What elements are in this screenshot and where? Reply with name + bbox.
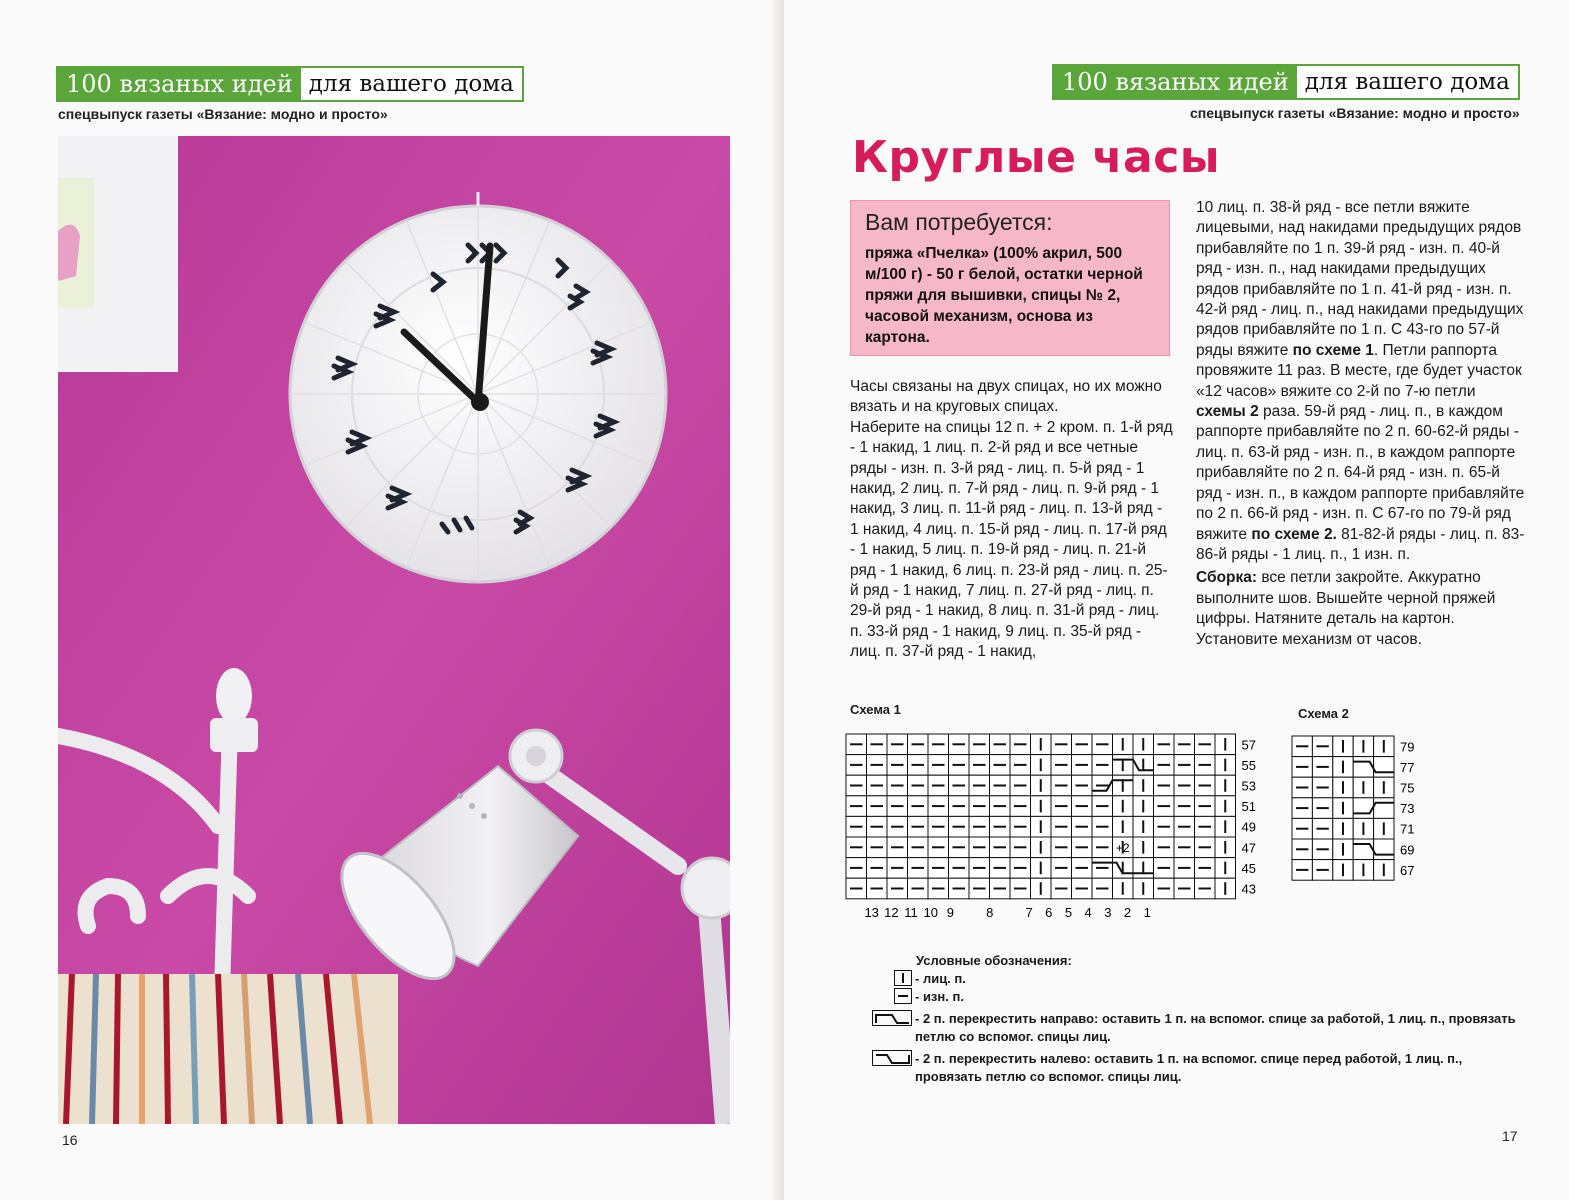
- row-label: 71: [1400, 821, 1415, 837]
- series-subtitle-right: спецвыпуск газеты «Вязание: модно и просто»: [1190, 105, 1520, 121]
- row-label: 79: [1400, 739, 1415, 755]
- legend-purl-text: - изн. п.: [915, 989, 964, 1004]
- increase-mark: +2: [1115, 841, 1130, 855]
- left-page: [0, 0, 784, 1200]
- materials-text: пряжа «Пчелка» (100% акрил, 500 м/100 г) - 50 г белой, остатки черной пряжи для вышивки, спицы № 2, часовой механизм, основа из картона.: [865, 245, 1143, 346]
- banner-green-text-right: 100 вязаных идей: [1054, 66, 1297, 98]
- schema-1-label: Схема 1: [850, 702, 901, 717]
- row-label: 45: [1241, 860, 1256, 876]
- instructions-rows: Наберите на спицы 12 п. + 2 кром. п. 1-й ряд - 1 накид, 1 лиц. п. 2-й ряд и все четные ряды - изн. п. 3-й ряд - лиц. п. 5-й ряд - 1 накид, 2 лиц. п. 7-й ряд - лиц. п. 9-й ряд - 1 накид, 3 лиц. п. 11-й ряд - лиц. п. 13-й ряд - 1 накид, 4 лиц. п. 15-й ряд - лиц. п. 17-й ряд - 1 накид, 5 лиц. п. 19-й ряд - лиц. п. 21-й ряд - 1 накид, 6 лиц. п. 23-й ряд - лиц. п. 25-й ряд - 1 накид, 7 лиц. п. 27-й ряд - лиц. п. 29-й ряд - 1 накид, 8 лиц. п. 31-й ряд - лиц. п. 33-й ряд - 1 накид, 9 лиц. п. 35-й ряд - лиц. п. 37-й ряд - 1 накид,: [850, 418, 1173, 661]
- col-label: 5: [1064, 904, 1073, 920]
- cross-right-icon: [872, 1010, 912, 1026]
- banner-white-text: для вашего дома: [301, 68, 522, 100]
- legend-cross-right-text: - 2 п. перекрестить направо: оставить 1 п. на вспомог. спице за работой, 1 лиц. п., провязать петлю со вспомог. спицы лиц.: [915, 1011, 1516, 1044]
- legend-knit: [894, 970, 1522, 988]
- legend-knit-text: - лиц. п.: [915, 971, 966, 986]
- instructions-column-2: [1196, 198, 1526, 650]
- cross-left-icon: [872, 1050, 912, 1066]
- clock-photo: [58, 136, 730, 1124]
- instructions-column-1: [850, 377, 1174, 663]
- materials-heading: Вам потребуется:: [865, 209, 1053, 235]
- legend-cross-right: [872, 1010, 1522, 1046]
- legend: [872, 952, 1522, 1086]
- page-number-left: 16: [62, 1132, 78, 1148]
- series-subtitle: спецвыпуск газеты «Вязание: модно и просто»: [58, 106, 388, 122]
- col-label: 3: [1104, 904, 1112, 920]
- striped-pillow: [58, 974, 398, 1124]
- col-label: 4: [1084, 904, 1092, 920]
- materials-box: [850, 200, 1170, 356]
- row-label: 55: [1241, 757, 1256, 773]
- right-page: [784, 0, 1569, 1200]
- series-banner: [56, 66, 524, 102]
- schema-1-chart: [844, 732, 1264, 922]
- banner-green-text: 100 вязаных идей: [58, 68, 301, 100]
- col-label: 1: [1143, 904, 1151, 920]
- page-number-right: 17: [1502, 1128, 1518, 1144]
- col-label: 11: [904, 904, 918, 920]
- legend-cross-left: [872, 1050, 1522, 1086]
- col-label: 12: [884, 904, 899, 920]
- row-label: 69: [1400, 842, 1415, 858]
- article-title: Круглые часы: [852, 132, 1221, 183]
- instructions-continued: 10 лиц. п. 38-й ряд - все петли вяжите лицевыми, над накидами предыдущих рядов прибавляйте по 1 п. 39-й ряд - изн. п. 40-й ряд - изн. п., над накидами предыдущих рядов прибавляйте по 1 п. 41-й ряд - изн. п. 42-й ряд - лиц. п., над накидами предыдущих рядов прибавляйте по 1 п. С 43-го по 57-й ряды вяжите по схеме 1. Петли раппорта провяжите 11 раз. В месте, где будет участок «12 часов» вяжите со 2-й по 7-ю петли схемы 2 раза. 59-й ряд - лиц. п., в каждом раппорте прибавляйте по 2 п. 60-62-й ряды - лиц. п. 63-й ряд - изн. п., в каждом раппорте прибавляйте по 2 п. 64-й ряд - изн. п. 65-й ряд - изн. п., в каждом раппорте прибавляйте по 2 п. 66-й ряд - изн. п. С 67-го по 79-й ряд вяжите по схеме 2. 81-82-й ряды - лиц. п. 83-86-й ряды - 1 лиц. п., 1 изн. п.: [1196, 199, 1525, 563]
- legend-purl: [894, 988, 1522, 1006]
- col-label: 10: [923, 904, 938, 920]
- row-label: 47: [1241, 840, 1256, 856]
- series-banner-right: [1052, 64, 1520, 100]
- row-label: 75: [1400, 780, 1415, 796]
- schema-2-label: Схема 2: [1298, 706, 1349, 721]
- row-label: 43: [1241, 881, 1256, 897]
- col-label: 7: [1025, 904, 1033, 920]
- row-label: 51: [1241, 799, 1256, 815]
- knit-symbol-icon: [894, 970, 912, 986]
- assembly-text: Сборка: все петли закройте. Аккуратно выполните шов. Вышейте черной пряжей цифры. Натяните деталь на картон. Установите механизм от часов.: [1196, 569, 1496, 648]
- col-label: 9: [946, 904, 955, 920]
- schema-2-chart: [1290, 734, 1450, 884]
- banner-white-text-right: для вашего дома: [1297, 66, 1518, 98]
- row-label: 49: [1241, 819, 1256, 835]
- legend-cross-left-text: - 2 п. перекрестить налево: оставить 1 п. на вспомог. спице перед работой, 1 лиц. п., провязать петлю со вспомог. спицы лиц.: [915, 1051, 1463, 1084]
- row-label: 67: [1400, 862, 1415, 878]
- purl-symbol-icon: [894, 988, 912, 1004]
- row-label: 77: [1400, 759, 1415, 775]
- col-label: 13: [864, 904, 879, 920]
- legend-title: Условные обозначения:: [916, 953, 1072, 968]
- instructions-intro: Часы связаны на двух спицах, но их можно вязать и на круговых спицах.: [850, 378, 1162, 416]
- col-label: 8: [986, 904, 994, 920]
- col-label: 2: [1123, 904, 1132, 920]
- row-label: 73: [1400, 801, 1415, 817]
- clock-photo-illustration: [58, 136, 730, 1124]
- row-label: 57: [1241, 737, 1256, 753]
- row-label: 53: [1241, 778, 1256, 794]
- col-label: 6: [1045, 904, 1053, 920]
